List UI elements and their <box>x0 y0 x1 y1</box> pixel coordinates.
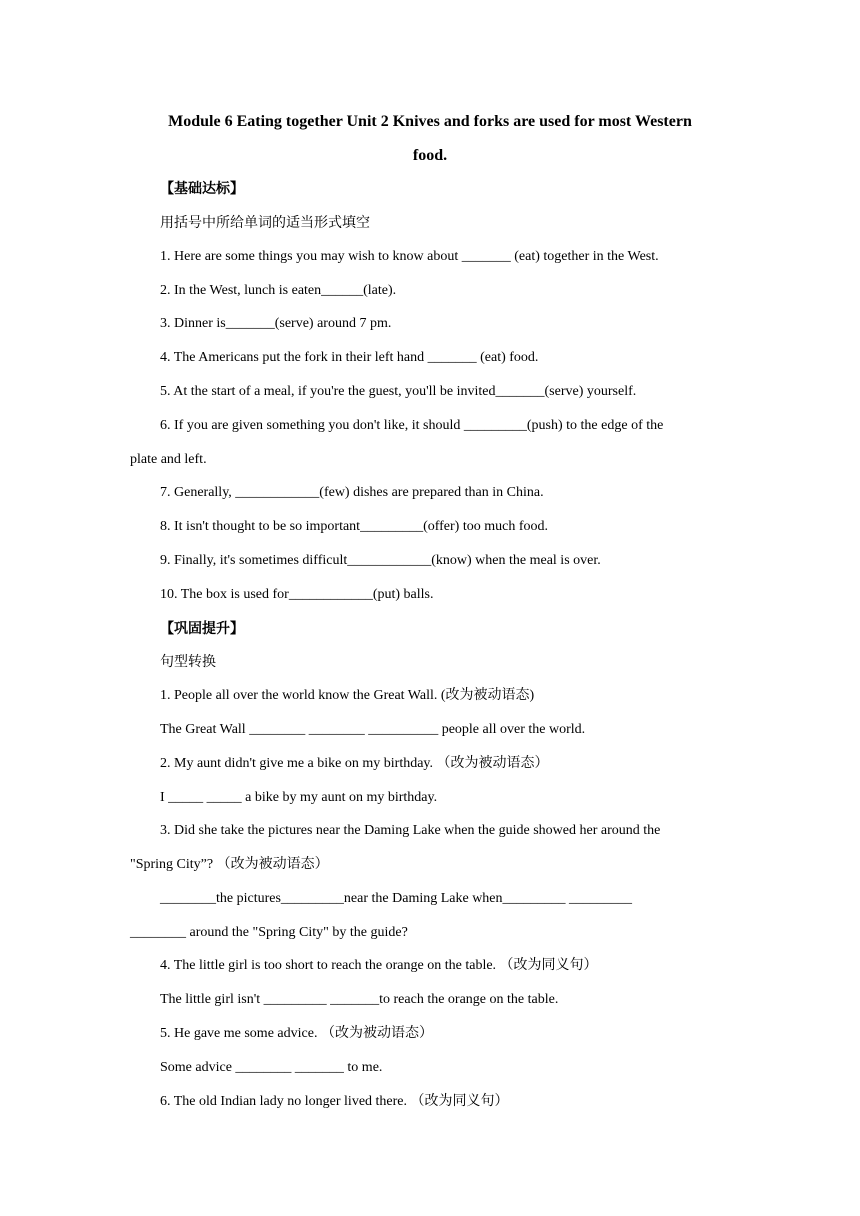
document-title-line-1: Module 6 Eating together Unit 2 Knives and forks are used for most Western <box>168 113 692 130</box>
exercise-line: The Great Wall ________ ________ __________ people all over the world. <box>160 722 586 737</box>
exercise-line: Some advice ________ _______ to me. <box>160 1060 383 1075</box>
exercise-line: 4. The Americans put the fork in their left hand _______ (eat) food. <box>160 350 539 365</box>
exercise-line: 7. Generally, ____________(few) dishes are prepared than in China. <box>160 485 544 500</box>
exercise-line: 6. If you are given something you don't like, it should _________(push) to the edge of the <box>160 418 664 433</box>
exercise-line: 6. The old Indian lady no longer lived there. （改为同义句） <box>160 1094 509 1109</box>
section-heading-consolidation: 【巩固提升】 <box>160 621 244 637</box>
exercise-line: ________the pictures_________near the Daming Lake when_________ _________ <box>160 891 633 906</box>
exercise-line: 3. Dinner is_______(serve) around 7 pm. <box>160 316 392 331</box>
exercise-line: 9. Finally, it's sometimes difficult____________(know) when the meal is over. <box>160 553 601 568</box>
exercise-line-continuation: ________ around the "Spring City" by the guide? <box>130 925 408 940</box>
exercise-line: 10. The box is used for____________(put) balls. <box>160 587 434 602</box>
section-instruction-sentence-transform: 句型转换 <box>160 654 216 670</box>
exercise-line: 1. People all over the world know the Great Wall. (改为被动语态) <box>160 688 535 703</box>
exercise-line: 3. Did she take the pictures near the Daming Lake when the guide showed her around the <box>160 823 661 838</box>
exercise-line: 1. Here are some things you may wish to know about _______ (eat) together in the West. <box>160 249 659 264</box>
section-heading-basic: 【基础达标】 <box>160 181 244 197</box>
exercise-line: I _____ _____ a bike by my aunt on my birthday. <box>160 790 438 805</box>
exercise-line: 2. My aunt didn't give me a bike on my birthday. （改为被动语态） <box>160 756 549 771</box>
exercise-line: 4. The little girl is too short to reach the orange on the table. （改为同义句） <box>160 958 598 973</box>
exercise-line: 5. He gave me some advice. （改为被动语态） <box>160 1026 433 1041</box>
document-title-line-2: food. <box>412 147 448 164</box>
exercise-line: 2. In the West, lunch is eaten______(late). <box>160 283 397 298</box>
exercise-line-continuation: "Spring City”? （改为被动语态） <box>130 857 329 872</box>
exercise-line: The little girl isn't _________ _______to reach the orange on the table. <box>160 992 559 1007</box>
exercise-line: 5. At the start of a meal, if you're the guest, you'll be invited_______(serve) yourself. <box>160 384 637 399</box>
exercise-line: 8. It isn't thought to be so important_________(offer) too much food. <box>160 519 548 534</box>
exercise-line-continuation: plate and left. <box>130 452 207 467</box>
section-instruction-fill-blanks: 用括号中所给单词的适当形式填空 <box>160 215 370 231</box>
